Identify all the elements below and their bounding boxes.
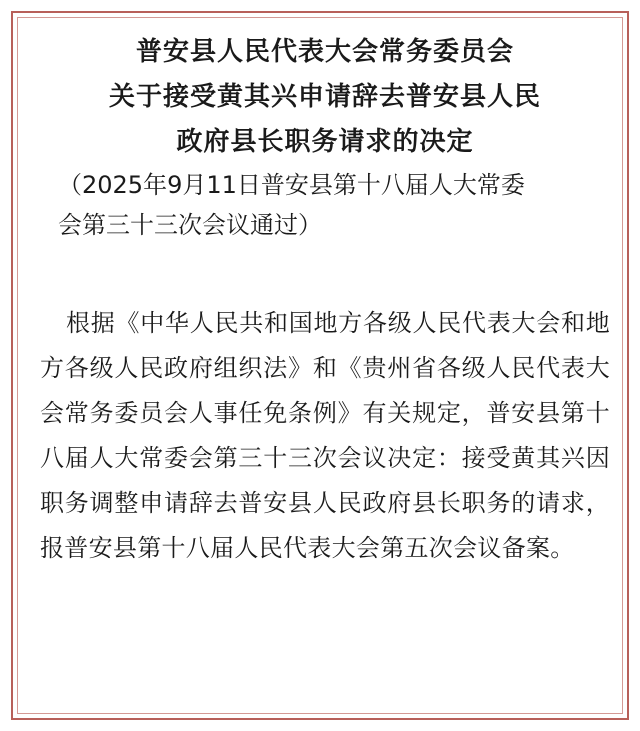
document-subtitle [40, 165, 610, 245]
subtitle-line-2: 会第三十三次会议通过） [58, 211, 322, 239]
subtitle-line-1: （2025年9月11日普安县第十八届人大常委 [58, 171, 525, 199]
document-content [40, 30, 610, 571]
title-line-1: 普安县人民代表大会常务委员会 [135, 37, 514, 67]
decision-body: 根据《中华人民共和国地方各级人民代表大会和地方各级人民政府组织法》和《贵州省各级人民代表大会常务委员会人事任免条例》有关规定，普安县第十八届人大常委会第三十三次会议决定：接受黄其兴因职务调整申请辞去普安县人民政府县长职务的请求，报普安县第十八届人民代表大会第五次会议备案。 [40, 309, 610, 562]
title-line-2: 关于接受黄其兴申请辞去普安县人民 [108, 82, 541, 112]
document-title [40, 30, 610, 165]
title-line-3: 政府县长职务请求的决定 [176, 127, 474, 157]
spacer [40, 245, 610, 301]
